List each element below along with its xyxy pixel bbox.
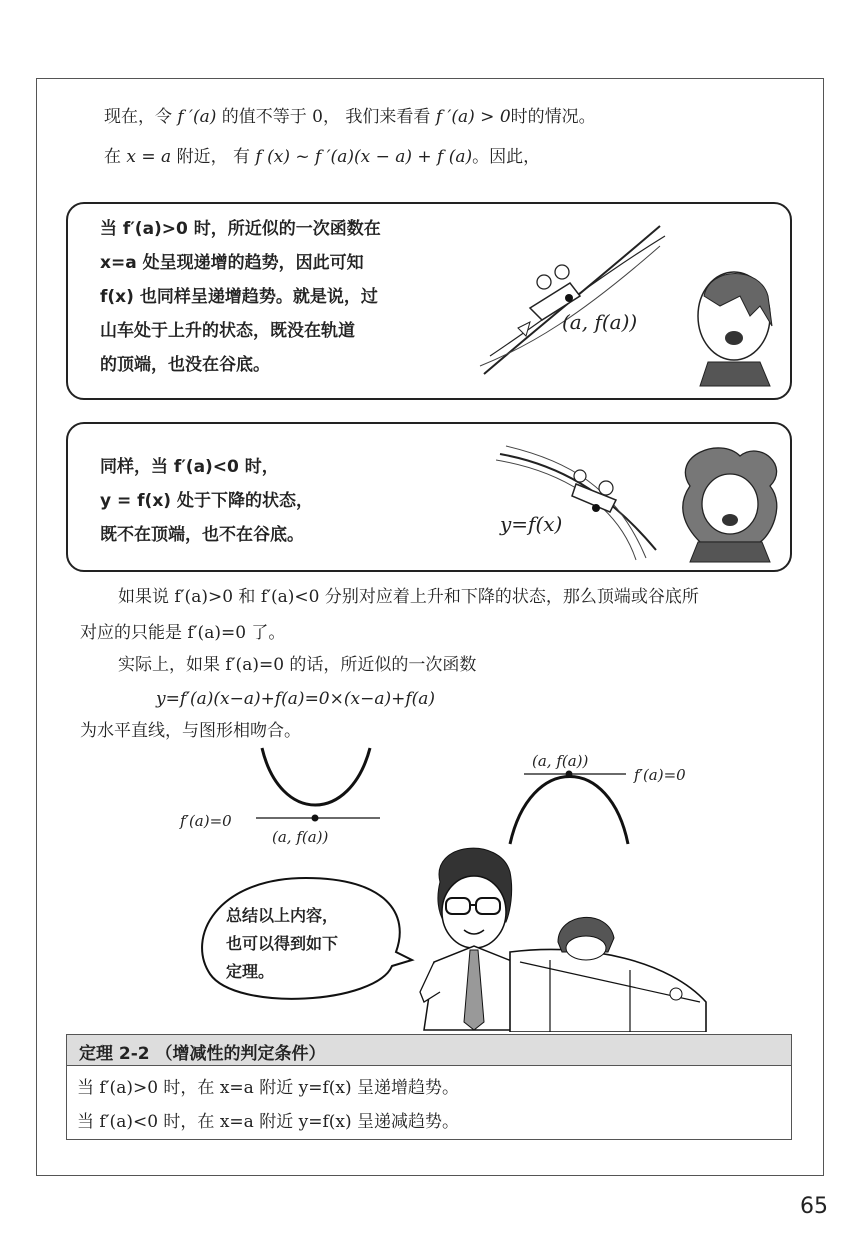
box2-curve-label: y=f(x) [500, 512, 563, 536]
box2-line-1: 同样，当 f′(a)<0 时， [100, 457, 279, 477]
theorem-line-1: 当 f′(a)>0 时，在 x=a 附近 y=f(x) 呈递增趋势。 [77, 1078, 459, 1098]
theorem-title: 定理 2-2 （增减性的判定条件） [79, 1044, 326, 1064]
intro-line-1: 现在，令 f ′(a) 的值不等于 0， 我们来看看 f ′(a) > 0时的情况。 [104, 107, 596, 127]
box1-line-3: f(x) 也同样呈递增趋势。就是说，过 [100, 287, 378, 307]
parabola-down [510, 777, 628, 845]
right-point-label: (a, f(a)) [532, 752, 589, 770]
teacher-character [420, 848, 522, 1030]
intro-line-2: 在 x = a 附近， 有 f (x) ~ f ′(a)(x − a) + f (a)。因此， [104, 147, 541, 167]
right-tangent-label: f′(a)=0 [634, 766, 686, 784]
parabola-up [262, 748, 370, 805]
formula: y=f′(a)(x−a)+f(a)=0×(x−a)+f(a) [156, 689, 436, 709]
box1-line-2: x=a 处呈现递增的趋势，因此可知 [100, 253, 364, 273]
character-scared [683, 448, 777, 562]
maximum-graph [500, 760, 640, 850]
speech-line-1: 总结以上内容， [226, 906, 339, 925]
speech-line-3: 定理。 [226, 962, 275, 981]
tangent-point [592, 504, 600, 512]
theorem-line-2: 当 f′(a)<0 时，在 x=a 附近 y=f(x) 呈递减趋势。 [77, 1112, 459, 1132]
theorem-header [67, 1035, 791, 1066]
para1-line-2: 对应的只能是 f′(a)=0 了。 [80, 623, 286, 643]
para2-line-1: 实际上，如果 f′(a)=0 的话，所近似的一次函数 [118, 655, 477, 675]
teacher-and-coaster-illustration [410, 842, 710, 1032]
left-point-label: (a, f(a)) [272, 828, 329, 846]
minimum-point [312, 815, 319, 822]
speech-line-2: 也可以得到如下 [226, 934, 339, 953]
minimum-graph [230, 744, 400, 834]
box2-illustration [496, 440, 786, 564]
box1-point-label: (a, f(a)) [562, 310, 638, 334]
theorem-box [66, 1034, 792, 1140]
box1-line-5: 的顶端，也没在谷底。 [100, 355, 270, 375]
box2-line-2: y = f(x) 处于下降的状态， [100, 491, 313, 511]
para1-line-1: 如果说 f′(a)>0 和 f′(a)<0 分别对应着上升和下降的状态，那么顶端或谷底所 [118, 587, 699, 607]
box1-illustration [470, 206, 780, 392]
coaster-car [510, 949, 706, 1032]
tangent-point [565, 294, 573, 302]
box1-line-1: 当 f′(a)>0 时，所近似的一次函数在 [100, 219, 381, 239]
left-tangent-label: f′(a)=0 [180, 812, 232, 830]
character-worried [698, 272, 772, 386]
para2-line-3: 为水平直线，与图形相吻合。 [80, 721, 301, 741]
page-number: 65 [800, 1194, 828, 1219]
box1-line-4: 山车处于上升的状态，既没在轨道 [100, 321, 355, 341]
box2-line-3: 既不在顶端，也不在谷底。 [100, 525, 304, 545]
